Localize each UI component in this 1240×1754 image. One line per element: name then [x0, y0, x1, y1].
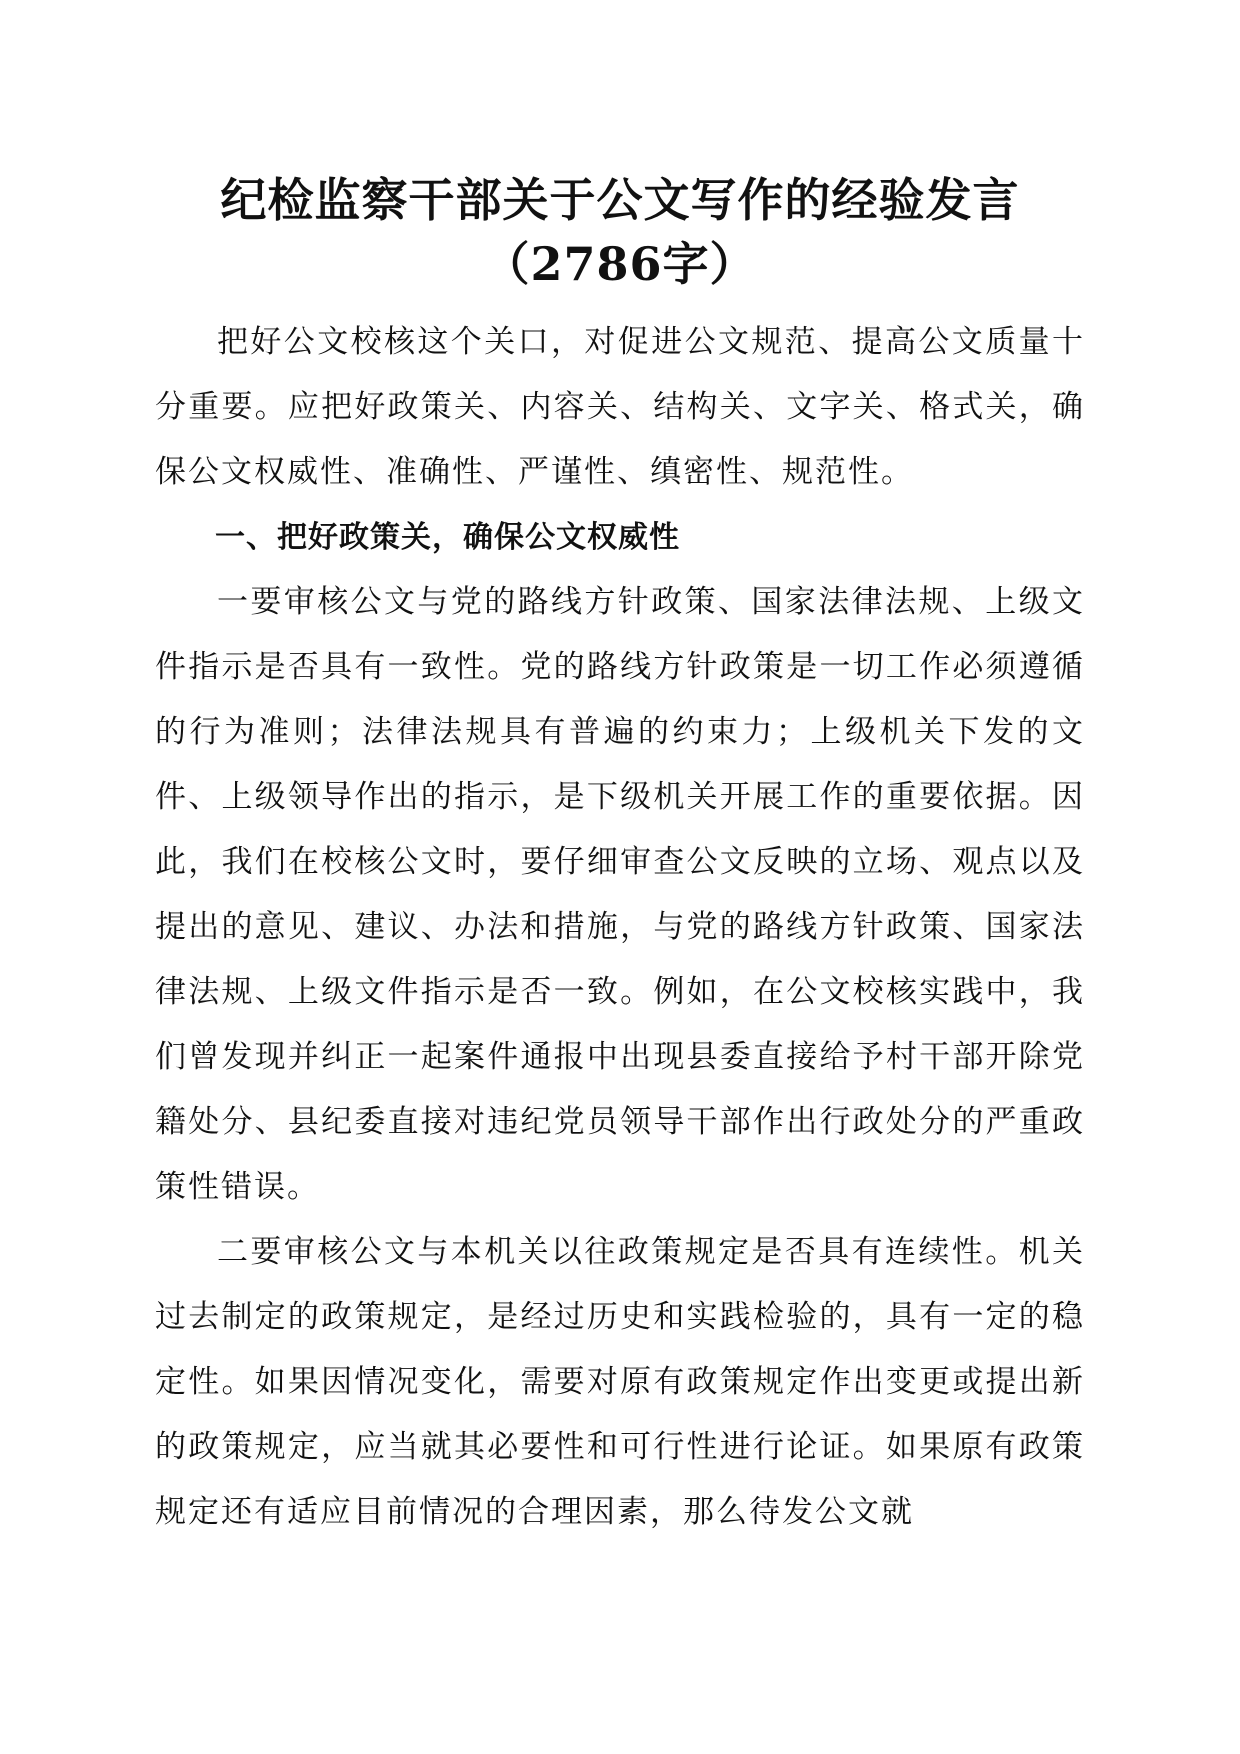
document-body — [155, 310, 1085, 1545]
intro-paragraph: 把好公文校核这个关口，对促进公文规范、提高公文质量十分重要。应把好政策关、内容关、结构关、文字关、格式关，确保公文权威性、准确性、严谨性、缜密性、规范性。 — [155, 324, 1085, 490]
section-heading-policy: 一、把好政策关，确保公文权威性 — [215, 520, 680, 555]
paragraph-continuity: 二要审核公文与本机关以往政策规定是否具有连续性。机关过去制定的政策规定，是经过历史和实践检验的，具有一定的稳定性。如果因情况变化，需要对原有政策规定作出变更或提出新的政策规定，应当就其必要性和可行性进行论证。如果原有政策规定还有适应目前情况的合理因素，那么待发公文就 — [155, 1234, 1085, 1530]
paragraph-consistency: 一要审核公文与党的路线方针政策、国家法律法规、上级文件指示是否具有一致性。党的路线方针政策是一切工作必须遵循的行为准则；法律法规具有普遍的约束力；上级机关下发的文件、上级领导作出的指示，是下级机关开展工作的重要依据。因此，我们在校核公文时，要仔细审查公文反映的立场、观点以及提出的意见、建议、办法和措施，与党的路线方针政策、国家法律法规、上级文件指示是否一致。例如，在公文校核实践中，我们曾发现并纠正一起案件通报中出现县委直接给予村干部开除党籍处分、县纪委直接对违纪党员领导干部作出行政处分的严重政策性错误。 — [155, 584, 1085, 1205]
document-title: 纪检监察干部关于公文写作的经验发言（2786字） — [220, 173, 1020, 291]
